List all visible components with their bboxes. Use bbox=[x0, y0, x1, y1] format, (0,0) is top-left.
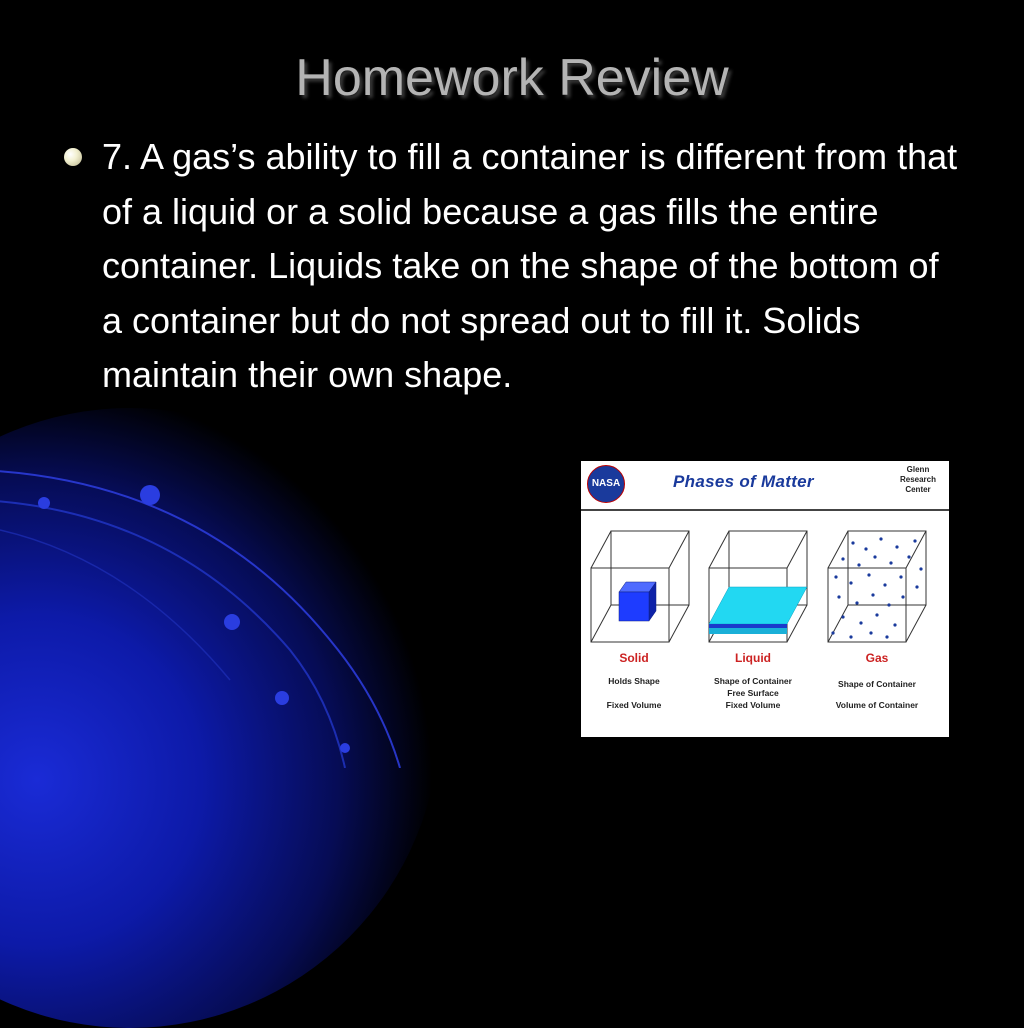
phase-property: Shape of Container bbox=[714, 676, 792, 686]
gas-container-diagram bbox=[828, 531, 926, 642]
phase-name: Solid bbox=[619, 651, 649, 665]
phase-property: Volume of Container bbox=[835, 700, 919, 710]
org-line: Center bbox=[905, 485, 931, 494]
org-line: Research bbox=[899, 475, 937, 484]
nasa-logo: NASA bbox=[587, 465, 625, 503]
phase-property: Holds Shape bbox=[608, 676, 660, 686]
phases-of-matter-figure bbox=[581, 461, 949, 737]
slide-title: Homework Review bbox=[295, 49, 729, 107]
phase-solid bbox=[579, 651, 689, 711]
phase-property: Fixed Volume bbox=[725, 700, 781, 710]
bullet-text: 7. A gas’s ability to fill a container is different from that of a liquid or a solid because a gas fills the entire container. Liquids take on the shape of the bottom of a container but do not spread out to fill it. Solids maintain their own shape. bbox=[102, 136, 958, 395]
gas-particles bbox=[831, 537, 922, 638]
figure-title: Phases of Matter bbox=[673, 472, 814, 491]
bullet-dot-icon bbox=[64, 148, 82, 166]
phase-property: Shape of Container bbox=[838, 679, 916, 689]
phase-property: Free Surface bbox=[727, 688, 779, 698]
phase-name: Liquid bbox=[735, 651, 771, 665]
phase-property: Fixed Volume bbox=[606, 700, 662, 710]
org-line: Glenn bbox=[906, 465, 930, 474]
phase-liquid bbox=[698, 651, 808, 711]
phase-name: Gas bbox=[865, 651, 889, 665]
solid-block bbox=[619, 582, 656, 621]
liquid-fill bbox=[709, 587, 807, 634]
phase-gas bbox=[817, 651, 937, 711]
